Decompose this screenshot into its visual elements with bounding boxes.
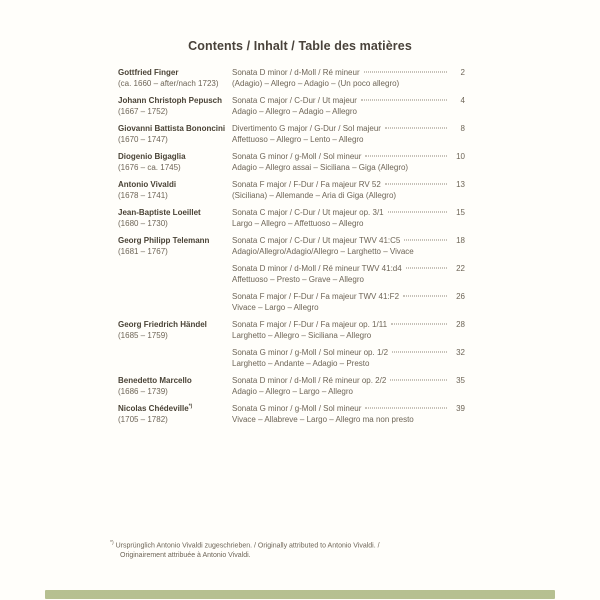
work-title-line [232,235,465,246]
toc-entry [118,67,465,95]
work-title: Sonata F major / F-Dur / Fa majeur op. 1/11 [232,320,388,329]
page-title: Contents / Inhalt / Table des matières [188,39,412,53]
toc-entry [118,319,465,375]
work-title: Sonata F major / F-Dur / Fa majeur TWV 41:F2 [232,292,400,301]
work-movements: Larghetto – Allegro – Siciliana – Allegro [232,331,372,340]
work-title-line [232,375,465,386]
page-number: 26 [456,292,465,301]
footnote-text-2: Originairement attribuée à Antonio Vivaldi. [120,551,251,559]
work-movements: Largo – Allegro – Affettuoso – Allegro [232,219,364,228]
footnote [110,539,490,560]
work-item [232,263,465,285]
toc-entry [118,207,465,235]
leader-dots [361,100,447,101]
work-item [232,151,465,173]
leader-dots [385,184,447,185]
work-title: Sonata F major / F-Dur / Fa majeur RV 52 [232,180,381,189]
work-movements: (Adagio) – Allegro – Adagio – (Un poco allegro) [232,79,400,88]
composer-dates: (1676 – ca. 1745) [118,163,181,172]
bottom-accent-bar [45,590,555,599]
composer-cell [118,179,232,201]
composer-dates: (1678 – 1741) [118,191,168,200]
leader-dots [392,352,447,353]
leader-dots [403,296,447,297]
composer-dates: (1670 – 1747) [118,135,168,144]
work-item [232,347,465,369]
composer-name: Johann Christoph Pepusch [118,96,223,105]
work-item [232,235,465,257]
toc-entry [118,95,465,123]
work-title-line [232,123,465,134]
composer-dates: (1686 – 1739) [118,387,168,396]
work-title: Sonata G minor / g-Moll / Sol mineur [232,152,362,161]
work-title-line [232,151,465,162]
toc-entry [118,375,465,403]
page-number: 35 [456,376,465,385]
work-title-line [232,319,465,330]
composer-name: Benedetto Marcello [118,376,192,385]
page-number: 2 [460,68,465,77]
composer-dates: (1681 – 1767) [118,247,168,256]
leader-dots [390,380,447,381]
work-title-line [232,403,465,414]
work-item [232,67,465,89]
toc-list [118,67,465,431]
leader-dots [388,212,447,213]
work-title-line [232,67,465,78]
work-title: Sonata D minor / d-Moll / Ré mineur TWV 41:d4 [232,264,402,273]
leader-dots [404,240,447,241]
composer-cell [118,67,232,89]
work-item [232,123,465,145]
composer-dates: (1705 – 1782) [118,415,168,424]
work-title-line [232,291,465,302]
composer-dates: (ca. 1660 – after/nach 1723) [118,79,219,88]
composer-name: Nicolas Chédeville*) [118,403,193,413]
work-item [232,179,465,201]
toc-entry [118,151,465,179]
composer-cell [118,95,232,117]
works-cell [232,95,465,123]
footnote-text-1: Ursprünglich Antonio Vivaldi zugeschrieben. / Originally attributed to Antonio Vivaldi. / [115,542,380,550]
footnote-marker: *) [110,540,114,546]
work-item [232,291,465,313]
work-movements: Adagio – Allegro – Adagio – Allegro [232,107,357,116]
page-number: 15 [456,208,465,217]
composer-name: Georg Friedrich Händel [118,320,207,329]
leader-dots [385,128,447,129]
composer-dates: (1667 – 1752) [118,107,168,116]
composer-footnote-marker: *) [188,403,193,410]
work-movements: Affettuoso – Allegro – Lento – Allegro [232,135,364,144]
work-title: Sonata D minor / d-Moll / Ré mineur [232,68,360,77]
work-item [232,95,465,117]
composer-dates: (1680 – 1730) [118,219,168,228]
composer-cell [118,207,232,229]
work-item [232,207,465,229]
work-movements: Vivace – Allabreve – Largo – Allegro ma non presto [232,415,414,424]
toc-entry [118,235,465,319]
works-cell [232,319,465,375]
work-movements: Vivace – Largo – Allegro [232,303,319,312]
works-cell [232,151,465,179]
page-number: 13 [456,180,465,189]
work-movements: Affettuoso – Presto – Grave – Allegro [232,275,364,284]
composer-name: Georg Philipp Telemann [118,236,210,245]
page-number: 4 [460,96,465,105]
work-title: Sonata C major / C-Dur / Ut majeur op. 3/1 [232,208,384,217]
work-title: Sonata C major / C-Dur / Ut majeur [232,96,357,105]
work-item [232,319,465,341]
works-cell [232,67,465,95]
leader-dots [365,408,447,409]
composer-name: Gottfried Finger [118,68,179,77]
work-title-line [232,347,465,358]
page-number: 10 [456,152,465,161]
work-movements: Larghetto – Andante – Adagio – Presto [232,359,370,368]
composer-cell [118,235,232,257]
composer-name: Diogenio Bigaglia [118,152,186,161]
work-title: Sonata G minor / g-Moll / Sol mineur op. 1/2 [232,348,389,357]
work-title: Sonata G minor / g-Moll / Sol mineur [232,404,362,413]
composer-cell [118,319,232,341]
work-title-line [232,179,465,190]
composer-cell [118,403,232,425]
footnote-line-1 [110,539,490,551]
works-cell [232,179,465,207]
work-movements: (Siciliana) – Allemande – Aria di Giga (Allegro) [232,191,397,200]
page-number: 22 [456,264,465,273]
toc-entry [118,403,465,431]
composer-name: Antonio Vivaldi [118,180,177,189]
work-title-line [232,95,465,106]
works-cell [232,207,465,235]
work-item [232,375,465,397]
work-movements: Adagio – Allegro assai – Siciliana – Giga (Allegro) [232,163,409,172]
works-cell [232,123,465,151]
composer-cell [118,375,232,397]
composer-cell [118,123,232,145]
page-number: 8 [460,124,465,133]
work-movements: Adagio – Allegro – Largo – Allegro [232,387,353,396]
page-number: 28 [456,320,465,329]
work-title: Sonata C major / C-Dur / Ut majeur TWV 41:C5 [232,236,401,245]
composer-name: Giovanni Battista Bononcini [118,124,226,133]
page-number: 39 [456,404,465,413]
leader-dots [391,324,447,325]
work-title: Divertimento G major / G-Dur / Sol majeur [232,124,381,133]
work-title-line [232,207,465,218]
toc-entry [118,123,465,151]
work-title: Sonata D minor / d-Moll / Ré mineur op. 2/2 [232,376,387,385]
works-cell [232,403,465,431]
works-cell [232,235,465,319]
work-title-line [232,263,465,274]
work-movements: Adagio/Allegro/Adagio/Allegro – Larghetto – Vivace [232,247,414,256]
composer-name: Jean-Baptiste Loeillet [118,208,201,217]
work-item [232,403,465,425]
leader-dots [406,268,447,269]
page-number: 32 [456,348,465,357]
works-cell [232,375,465,403]
leader-dots [364,72,447,73]
page-number: 18 [456,236,465,245]
composer-cell [118,151,232,173]
toc-entry [118,179,465,207]
composer-dates: (1685 – 1759) [118,331,168,340]
leader-dots [365,156,447,157]
